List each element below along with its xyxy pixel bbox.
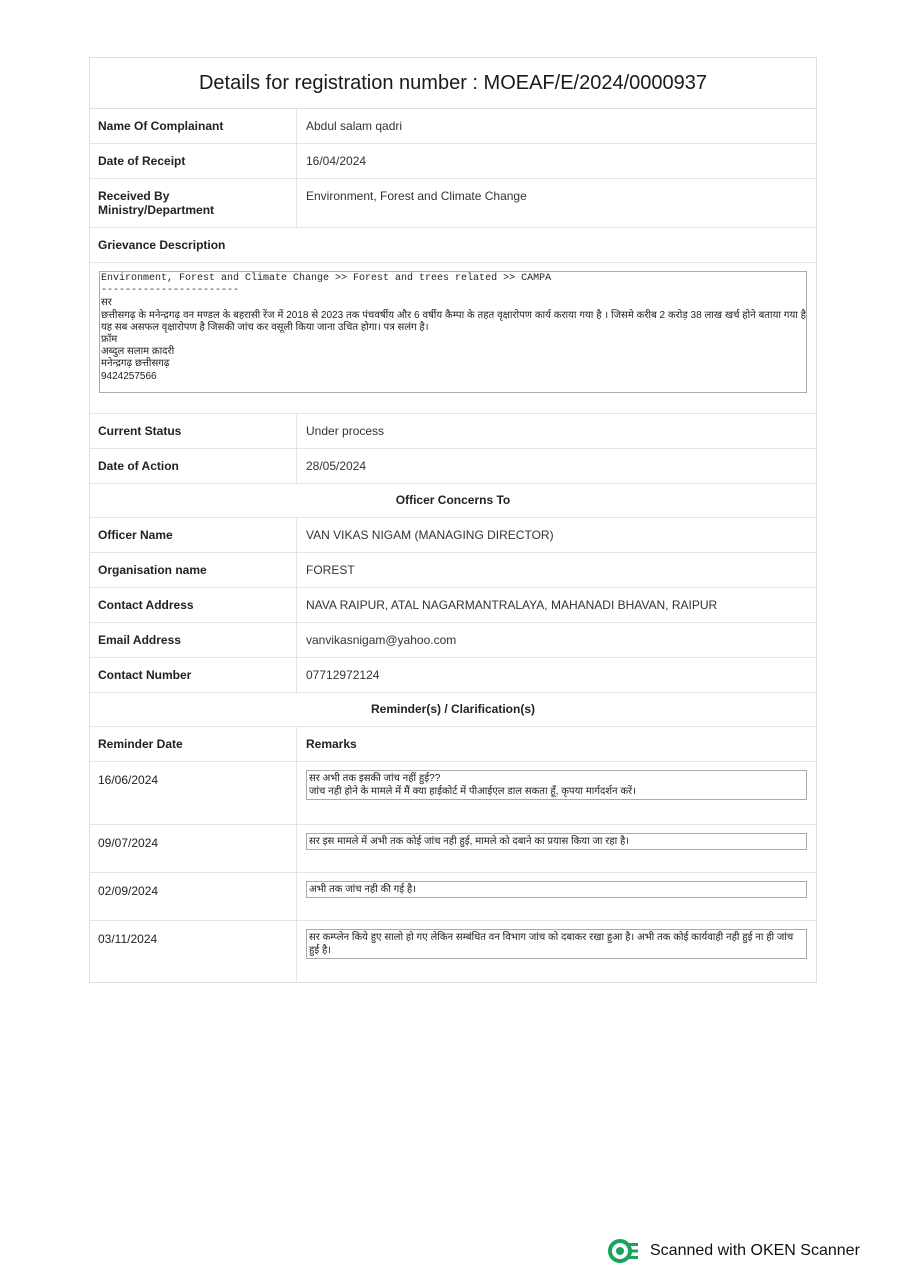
action-date-row [90, 449, 816, 484]
reminder-date: 09/07/2024 [90, 825, 297, 872]
reminder-remark: सर अभी तक इसकी जांच नहीं हुई?? [309, 773, 441, 784]
reminder-row [90, 825, 816, 873]
complainant-name: Abdul salam qadri [306, 119, 403, 133]
field-label: Date of Receipt [90, 144, 297, 178]
field-label: Contact Number [90, 658, 297, 692]
field-label: Contact Address [90, 588, 297, 622]
reminder-row [90, 921, 816, 982]
address-row [90, 588, 816, 623]
status-value: Under process [306, 424, 385, 438]
oken-scanner-logo-icon [608, 1238, 640, 1264]
phone-row [90, 658, 816, 693]
grievance-details-document [89, 57, 817, 983]
reminder-remark-box [306, 929, 807, 959]
contact-number: 07712972124 [306, 668, 380, 682]
email-row [90, 623, 816, 658]
field-label: Received By Ministry/Department [90, 179, 297, 227]
reminder-row [90, 873, 816, 921]
reminder-date: 02/09/2024 [90, 873, 297, 920]
contact-address: NAVA RAIPUR, ATAL NAGARMANTRALAYA, MAHANADI BHAVAN, RAIPUR [306, 598, 718, 612]
reminder-remark: अभी तक जांच नही की गई है। [309, 884, 417, 895]
officer-name: VAN VIKAS NIGAM (MANAGING DIRECTOR) [306, 528, 554, 542]
scanner-watermark [608, 1238, 860, 1264]
status-row [90, 414, 816, 449]
reminder-remark-box [306, 833, 807, 850]
scanner-watermark-text: Scanned with OKEN Scanner [650, 1242, 860, 1259]
officer-row [90, 518, 816, 553]
field-label: Grievance Description [98, 238, 226, 252]
organisation-row [90, 553, 816, 588]
grievance-text: अब्दुल सलाम क़ादरी [101, 346, 175, 358]
receipt-row [90, 144, 816, 179]
reminder-row [90, 762, 816, 825]
ministry-row [90, 179, 816, 228]
grievance-separator: ----------------------- [101, 285, 240, 297]
grievance-text: 9424257566 [101, 370, 157, 382]
grievance-text-box [99, 271, 807, 393]
reminder-date: 16/06/2024 [90, 762, 297, 824]
reminder-remark-box [306, 881, 807, 898]
reminder-remark: जांच नही होने के मामले में मैं क्या हाईकोर्ट में पीआईएल डाल सकता हूँ, कृपया मार्गदर्शन करें। [309, 786, 636, 797]
ministry-name: Environment, Forest and Climate Change [306, 189, 527, 203]
officer-section-heading: Officer Concerns To [90, 484, 816, 518]
reminder-section-heading: Reminder(s) / Clarification(s) [90, 693, 816, 727]
receipt-date: 16/04/2024 [306, 154, 367, 168]
grievance-text: सर [101, 297, 112, 309]
reminder-remark-box [306, 770, 807, 800]
field-label: Officer Name [90, 518, 297, 552]
field-label: Name Of Complainant [90, 109, 297, 143]
reminder-remark: सर इस मामले में अभी तक कोई जांच नही हुई, मामले को दबाने का प्रयास किया जा रहा है। [309, 836, 630, 847]
column-header-remarks: Remarks [306, 737, 357, 751]
email-address: vanvikasnigam@yahoo.com [306, 633, 457, 647]
reminder-header-row [90, 727, 816, 762]
field-label: Email Address [90, 623, 297, 657]
grievance-label-row [90, 228, 816, 263]
action-date-value: 28/05/2024 [306, 459, 367, 473]
field-label: Organisation name [90, 553, 297, 587]
grievance-text: छत्तीसगढ़ के मनेन्द्रगढ़ वन मण्डल के बहरासी रेंज में 2018 से 2023 तक पंचवर्षीय और 6 वर्षीय कैम्पा के तहत वृक्षारोपण कार्य कराया गया है । जिसमे करीब 2 करोड़ 38 लाख खर्च होने बताया गया है यह सब असफल वृक्षारोपण है जिसकी जांच कर वसूली किया जाना उचित होगा। पत्र सलंग है। [101, 309, 806, 333]
grievance-category: Environment, Forest and Climate Change >> Forest and trees related >> CAMPA [101, 273, 552, 284]
grievance-description [90, 263, 816, 414]
page-title: Details for registration number : MOEAF/E/2024/0000937 [90, 58, 816, 109]
grievance-text: मनेन्द्रगढ़ छत्तीसगढ़ [101, 358, 170, 370]
reminder-date: 03/11/2024 [90, 921, 297, 982]
column-header-date: Reminder Date [90, 727, 297, 761]
reminder-remark: सर कम्प्लेन किये हुए सालो हो गए लेकिन सम्बंधित वन विभाग जांच को दबाकर रखा हुआ है। अभी तक कोई कार्यवाही नही हुई ना ही जांच हुई है। [309, 932, 794, 956]
organisation-name: FOREST [306, 563, 355, 577]
field-label: Current Status [90, 414, 297, 448]
complainant-row [90, 109, 816, 144]
field-label: Date of Action [90, 449, 297, 483]
grievance-text: फ्रॉम [101, 334, 118, 346]
